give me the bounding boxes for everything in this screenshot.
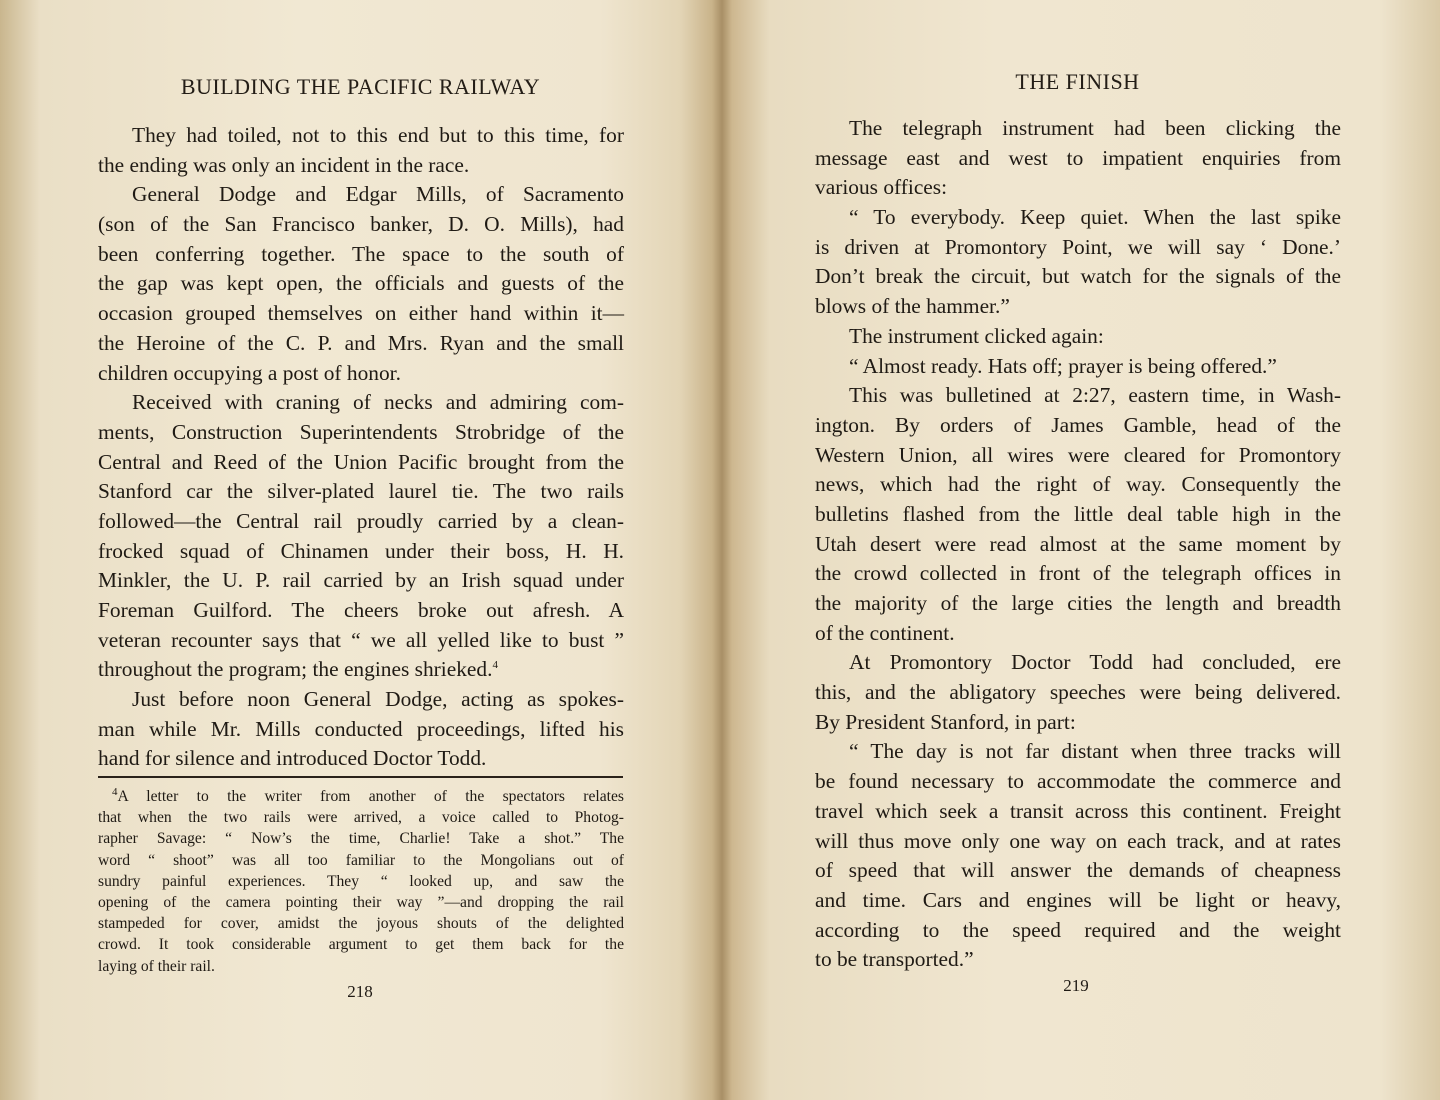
text-line: blows of the hammer.”	[815, 294, 1010, 319]
body-text	[98, 121, 624, 774]
text-line: followed—the Central rail proudly carried by a clean-	[98, 508, 624, 533]
text-line: of the continent.	[815, 620, 955, 645]
text-line: “ Almost ready. Hats off; prayer is being offered.”	[849, 353, 1277, 378]
text-line: is driven at Promontory Point, we will say ‘ Done.’	[815, 234, 1341, 259]
text-line: be found necessary to accommodate the commerce and	[815, 769, 1341, 794]
text-line: ments, Construction Superintendents Strobridge of the	[98, 419, 624, 444]
text-line: man while Mr. Mills conducted proceedings, lifted his	[98, 716, 624, 741]
text-line: the ending was only an incident in the race.	[98, 152, 470, 177]
text-line: At Promontory Doctor Todd had concluded, ere	[849, 650, 1341, 675]
text-line: the majority of the large cities the length and breadth	[815, 591, 1341, 615]
footnote-line	[98, 786, 624, 807]
text-line: travel which seek a transit across this continent. Freight	[815, 798, 1341, 823]
text-line: of speed that will answer the demands of cheapness	[815, 858, 1341, 883]
footnote-line: rapher Savage: “ Now’s the time, Charlie! Take a shot.” The	[98, 830, 624, 848]
text-line: the gap was kept open, the officials and guests of the	[98, 271, 624, 296]
text-line: Western Union, all wires were cleared for Promontory	[815, 442, 1341, 467]
text-line: Received with craning of necks and admiring com-	[132, 390, 624, 415]
text-line-with-note-ref	[98, 655, 624, 685]
text-line: Don’t break the circuit, but watch for the signals of the	[815, 264, 1341, 289]
text-line: ington. By orders of James Gamble, head of the	[815, 412, 1341, 437]
text-line: veteran recounter says that “ we all yelled like to bust ”	[98, 627, 624, 652]
footnote-line: opening of the camera pointing their way ”—and dropping the rail	[98, 893, 624, 911]
text-line: bulletins flashed from the little deal table high in the	[815, 501, 1341, 526]
footnote-reference[interactable]: 4	[492, 659, 498, 672]
text-line: the crowd collected in front of the telegraph offices in	[815, 561, 1341, 586]
running-head: BUILDING THE PACIFIC RAILWAY	[180, 74, 541, 99]
text-line: Central and Reed of the Union Pacific brought from the	[98, 449, 624, 474]
footnote-line-content: A letter to the writer from another of the spectators relates	[117, 788, 624, 805]
text-line: children occupying a post of honor.	[98, 360, 401, 385]
text-line: The telegraph instrument had been clicking the	[849, 116, 1341, 140]
footnote-line: crowd. It took considerable argument to get them back for the	[98, 936, 624, 954]
text-line: frocked squad of Chinamen under their boss, H. H.	[98, 538, 624, 563]
footnote-rule	[98, 776, 623, 778]
text-line: Utah desert were read almost at the same moment by	[815, 531, 1341, 556]
footnote-line: laying of their rail.	[98, 957, 215, 975]
footnote-line: word “ shoot” was all too familiar to the Mongolians out of	[98, 851, 624, 869]
page-number: 219	[1063, 976, 1089, 995]
footnote	[98, 786, 624, 977]
text-line: (son of the San Francisco banker, D. O. Mills), had	[98, 212, 624, 237]
running-head: THE FINISH	[1015, 69, 1140, 94]
text-line: will thus move only one way on each track, and at rates	[815, 828, 1341, 853]
right-page	[722, 0, 1440, 1100]
footnote-line: stampeded for cover, amidst the joyous shouts of the delighted	[98, 915, 624, 933]
text-line: Stanford car the silver-plated laurel tie. The two rails	[98, 479, 624, 504]
page-number: 218	[347, 982, 373, 1001]
text-line: to be transported.”	[815, 947, 974, 972]
text-line: news, which had the right of way. Consequently the	[815, 472, 1341, 497]
text-line: Just before noon General Dodge, acting as spokes-	[132, 687, 624, 712]
text-line: occasion grouped themselves on either hand within it—	[98, 301, 624, 326]
text-line: “ The day is not far distant when three tracks will	[849, 739, 1341, 764]
text-line: General Dodge and Edgar Mills, of Sacramento	[132, 182, 624, 207]
text-line: been conferring together. The space to the south of	[98, 241, 624, 266]
text-line: message east and west to impatient enquiries from	[815, 145, 1341, 170]
text-line: By President Stanford, in part:	[815, 709, 1076, 734]
text-line: various offices:	[815, 175, 948, 200]
text-line: this, and the abligatory speeches were being delivered.	[815, 680, 1341, 705]
text-line: “ To everybody. Keep quiet. When the last spike	[849, 205, 1341, 230]
text-line: the Heroine of the C. P. and Mrs. Ryan and the small	[98, 330, 624, 355]
footnote-line: sundry painful experiences. They “ looked up, and saw the	[98, 872, 624, 890]
text-line-content: throughout the program; the engines shrieked.	[98, 657, 493, 682]
text-line: according to the speed required and the weight	[815, 917, 1341, 942]
footnote-line: that when the two rails were arrived, a voice called to Photog-	[98, 809, 624, 827]
text-line: Foreman Guilford. The cheers broke out afresh. A	[98, 598, 624, 622]
text-line: They had toiled, not to this end but to this time, for	[132, 123, 624, 147]
text-line: This was bulletined at 2:27, eastern time, in Wash-	[849, 383, 1341, 408]
text-line: Minkler, the U. P. rail carried by an Irish squad under	[98, 568, 624, 593]
body-text	[815, 114, 1341, 975]
footnote-marker: 4	[112, 785, 118, 798]
text-line: The instrument clicked again:	[849, 323, 1104, 348]
text-line: and time. Cars and engines will be light or heavy,	[815, 887, 1341, 912]
text-line: hand for silence and introduced Doctor Todd.	[98, 746, 487, 771]
